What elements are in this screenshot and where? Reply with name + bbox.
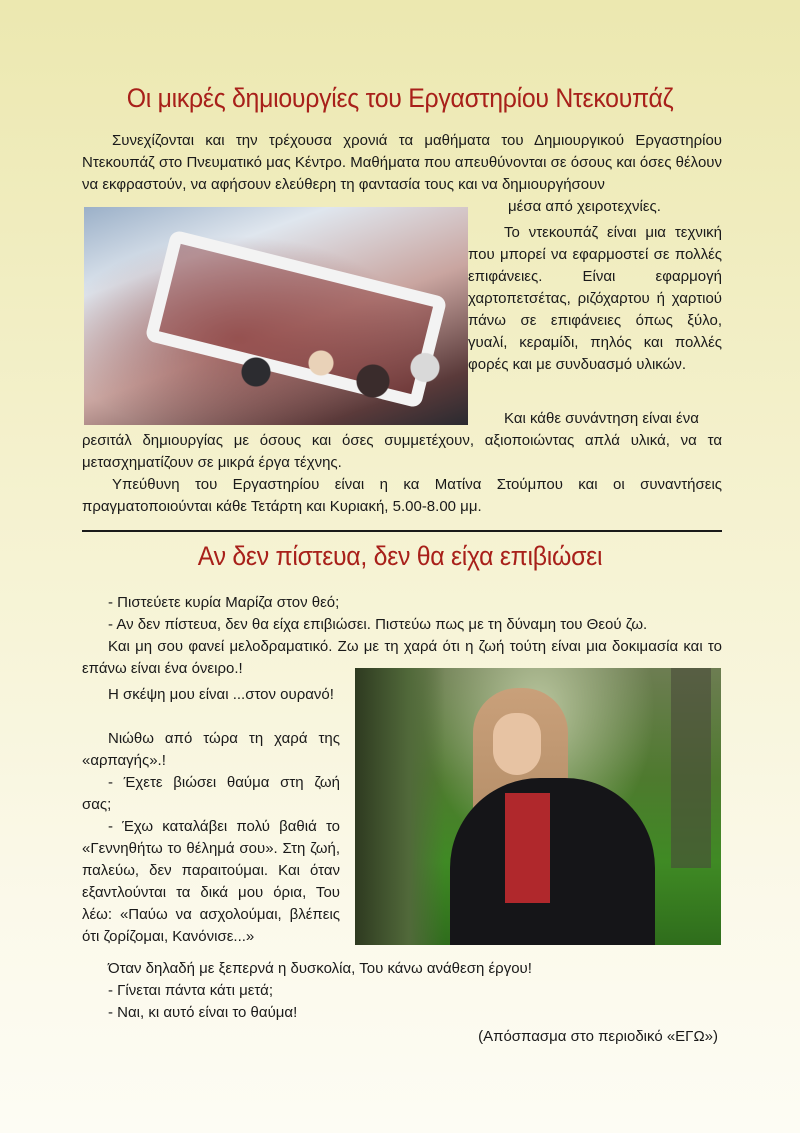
photo-tree-shape-2 bbox=[671, 668, 711, 868]
dialogue-line7: - Έχω καταλάβει πολύ βαθιά το «Γεννηθήτω το θέλημά σου». Στη ζωή, παλεύω, δεν παραιτούμαι. Και όταν εξαντλούνται τα δικά μου όρια, Του λέω: «Παύω να ασχολούμαι, βλέπεις ότι ζορίζομαι, Κανόνισε...» bbox=[82, 818, 340, 945]
article1-para3b: ρεσιτάλ δημιουργίας με όσους και όσες συμμετέχουν, αξιοποιώντας απλά υλικά, να τα μετασχηματίζουν σε μικρά έργα τέχνης. bbox=[82, 432, 722, 471]
dialogue-line9: - Γίνεται πάντα κάτι μετά; bbox=[108, 982, 273, 999]
article1-para3a: Και κάθε συνάντηση είναι ένα bbox=[504, 410, 699, 427]
dialogue-line1: - Πιστεύετε κυρία Μαρίζα στον θεό; bbox=[108, 594, 340, 611]
photo-face-shape bbox=[493, 713, 541, 775]
article1-intro: Συνεχίζονται και την τρέχουσα χρονιά τα μαθήματα του Δημιουργικού Εργαστηρίου Ντεκουπάζ στο Πνευματικό μας Κέντρο. Μαθήματα που απευθύνονται σε όσους και όσες θέλουν να εκφραστούν, να αφήσουν ελεύθερη τη φαντασία τους και να δημιουργήσουν bbox=[82, 132, 722, 193]
photo-coat-shape bbox=[450, 778, 655, 945]
photo-people-shape bbox=[204, 327, 464, 417]
portrait-photo bbox=[355, 668, 721, 945]
article2-title: Αν δεν πίστευα, δεν θα είχα επιβιώσει bbox=[197, 541, 603, 571]
article1-para4: Υπεύθυνη του Εργαστηρίου είναι η κα Ματίνα Στούμπου και οι συναντήσεις πραγματοποιούνται κάθε Τετάρτη και Κυριακή, 5.00-8.00 μμ. bbox=[82, 476, 722, 515]
article1-title: Οι μικρές δημιουργίες του Εργαστηρίου Ντεκουπάζ bbox=[126, 83, 674, 113]
workshop-photo bbox=[84, 207, 468, 425]
dialogue-line4: Η σκέψη μου είναι ...στον ουρανό! bbox=[108, 686, 334, 703]
dialogue-line3: Και μη σου φανεί μελοδραματικό. Ζω με τη χαρά ότι η ζωή τούτη είναι μια δοκιμασία και το επάνω είναι ένα όνειρο.! bbox=[82, 638, 722, 677]
article1-intro-cont: μέσα από χειροτεχνίες. bbox=[508, 198, 661, 215]
dialogue-line5: Νιώθω από τώρα τη χαρά της «αρπαγής».! bbox=[82, 730, 340, 769]
photo-scarf-shape bbox=[505, 793, 550, 903]
dialogue-line2: - Αν δεν πίστευα, δεν θα είχα επιβιώσει. Πιστεύω πως με τη δύναμη του Θεού ζω. bbox=[108, 616, 648, 633]
article1-para2: Το ντεκουπάζ είναι μια τεχνική που μπορεί να εφαρμοστεί σε πολλές επιφάνειες. Είναι εφαρμογή χαρτοπετσέτας, ριζόχαρτου ή χαρτιού πάνω σε επιφάνειες όπως ξύλο, γυαλί, κεραμίδι, πηλός και πολλές φορές και με συνδυασμό υλικών. bbox=[468, 224, 722, 373]
dialogue-line8: Όταν δηλαδή με ξεπερνά η δυσκολία, Του κάνω ανάθεση έργου! bbox=[108, 960, 532, 977]
dialogue-line10: - Ναι, κι αυτό είναι το θαύμα! bbox=[108, 1004, 298, 1021]
photo-tree-shape bbox=[355, 668, 445, 945]
section-divider bbox=[82, 530, 722, 532]
dialogue-line6: - Έχετε βιώσει θαύμα στη ζωή σας; bbox=[82, 774, 340, 813]
source-credit: (Απόσπασμα στο περιοδικό «ΕΓΩ») bbox=[478, 1028, 718, 1045]
